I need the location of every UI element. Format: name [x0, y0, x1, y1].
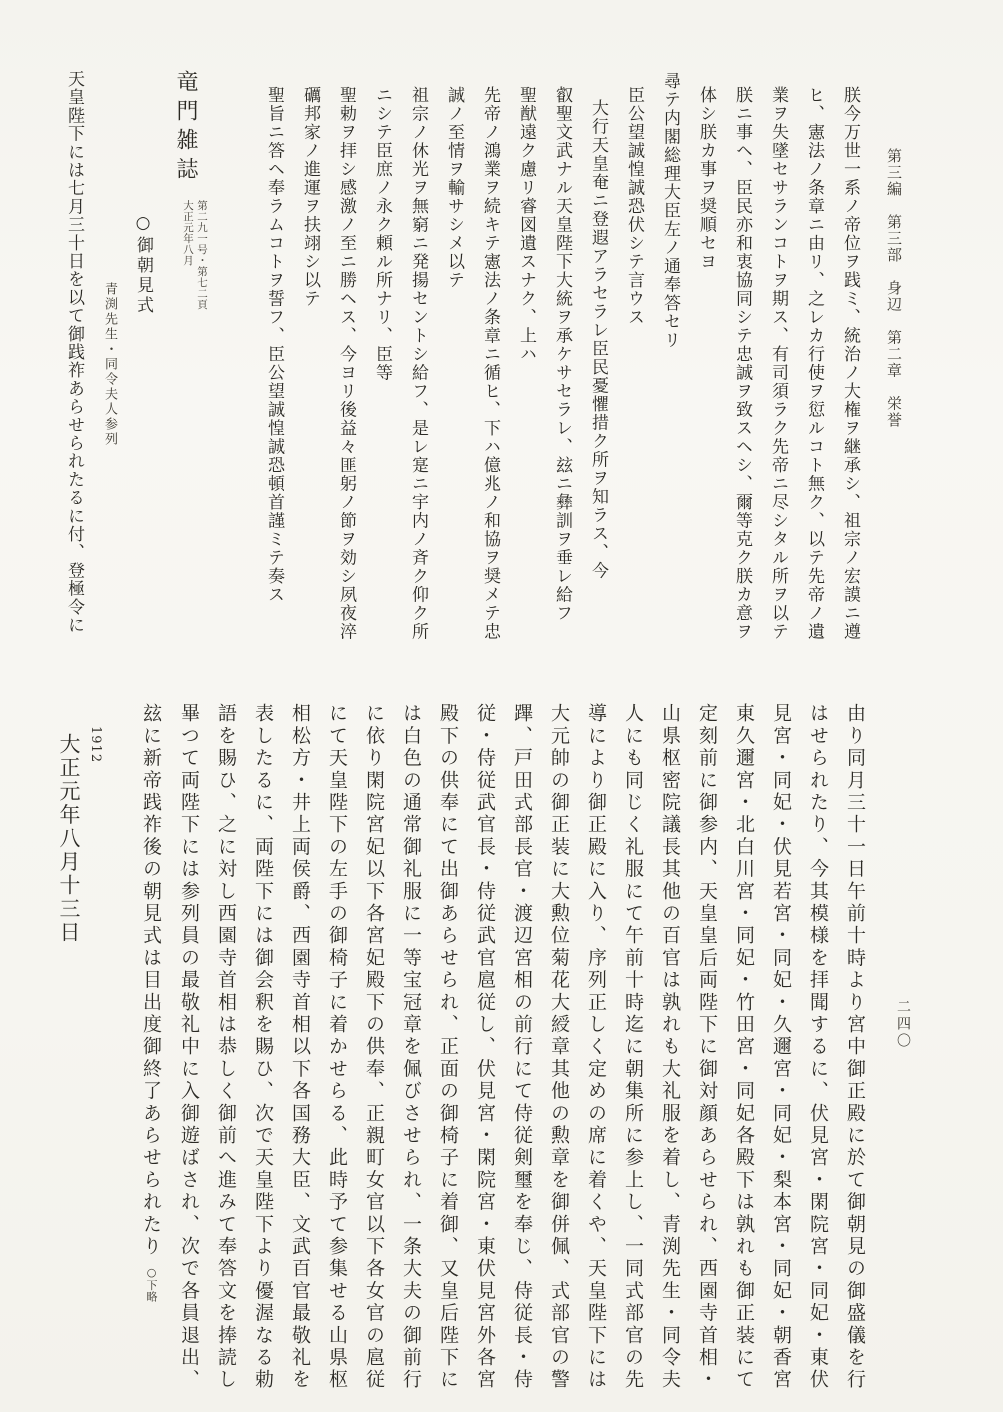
attendee-note: 青渕先生・同令夫人参列 [102, 282, 117, 447]
article-date: 大正元年八月十三日 [57, 733, 81, 945]
body-column: は白色の通常御礼服に一等宝冠章を佩びさせられ、一条大夫の御前行 [400, 703, 422, 1392]
page-number: 二四〇 [895, 999, 911, 1050]
body-column: 表したるに、両陛下には御会釈を賜ひ、次で天皇陛下より優渥なる勅 [252, 703, 274, 1392]
body-column: 人にも同じく礼服にて午前十時迄に朝集所に参上し、一同式部官の先 [622, 703, 644, 1392]
rescript-column: 礪邦家ノ進運ヲ扶翊シ以テ [300, 86, 320, 308]
rescript-column: 尋テ内閣総理大臣左ノ通奉答セリ [660, 72, 680, 350]
body-column: 蹕、戸田式部長官・渡辺宮相の前行にて侍従剣璽を奉じ、侍従長・侍 [511, 703, 533, 1392]
rescript-column: 先帝ノ鴻業ヲ続キテ憲法ノ条章ニ循ヒ、下ハ億兆ノ和協ヲ奨メテ忠 [480, 86, 500, 641]
journal-issue-meta [181, 200, 209, 320]
running-head: 第三編 第三部 身辺 第二章 栄誉 [885, 148, 903, 429]
journal-issue-number: 第二九一号・第七二頁 [196, 200, 208, 310]
body-column: にて天皇陛下の左手の御椅子に着かせらる、此時予て参集せる山県枢 [326, 703, 348, 1392]
rescript-column: 業ヲ失墜セサランコトヲ期ス、有司須ラク先帝ニ尽シタル所ヲ以テ [768, 86, 788, 641]
rescript-column: 祖宗ノ休光ヲ無窮ニ発揚セントシ給フ、是レ寔ニ宇内ノ斉ク仰ク所 [408, 86, 428, 641]
rescript-column: 誠ノ至情ヲ輸サシメ以テ [444, 86, 464, 290]
body-column: 従・侍従武官長・侍従武官扈従し、伏見宮・閑院宮・東伏見宮外各宮 [474, 703, 496, 1392]
body-column: 山県枢密院議長其他の百官は孰れも大礼服を着し、青渕先生・同令夫 [659, 703, 681, 1392]
body-column: 定刻前に御参内、天皇皇后両陛下に御対顔あらせられ、西園寺首相・ [696, 703, 718, 1392]
rescript-column: ニシテ臣庶ノ永ク頼ル所ナリ、臣等 [372, 86, 392, 382]
body-column: に依り閑院宮妃以下各宮妃殿下の供奉、正親町女官以下各女官の扈従 [363, 703, 385, 1392]
rescript-column: 聖勅ヲ拝シ感激ノ至ニ勝ヘス、今ヨリ後益々匪躬ノ節ヲ効シ夙夜淬 [336, 86, 356, 641]
body-closing-column [132, 703, 170, 1409]
body-column: 東久邇宮・北白川宮・同妃・竹田宮・同妃各殿下は孰れも御正装にて [733, 703, 755, 1392]
rescript-column: 聖旨ニ答ヘ奉ラムコトヲ誓フ、臣公望誠惶誠恐頓首謹ミテ奏ス [264, 86, 284, 604]
body-column: 殿下の供奉にて出御あらせられ、正面の御椅子に着御、又皇后陛下に [437, 703, 459, 1392]
article-lead-column: 天皇陛下には七月三十日を以て御践祚あらせられたるに付、登極令に [64, 70, 84, 635]
body-column: 相松方・井上両侯爵、西園寺首相以下各国務大臣、文武百官最敬礼を [289, 703, 311, 1392]
body-column: はせられたり、今其模様を拝聞するに、伏見宮・閑院宮・同妃・東伏 [807, 703, 829, 1392]
body-column: 畢つて両陛下には参列員の最敬礼中に入御遊ばされ、次で各員退出、 [178, 703, 200, 1392]
journal-title: 竜門雑誌 [173, 70, 198, 186]
rescript-column: 朕ニ事ヘ、臣民亦和衷協同シテ忠誠ヲ致スヘシ、爾等克ク朕カ意ヲ [732, 86, 752, 641]
journal-issue-date: 大正元年八月 [182, 200, 194, 266]
rescript-column: 朕今万世一系ノ帝位ヲ践ミ、統治ノ大権ヲ継承シ、祖宗ノ宏謨ニ遵 [840, 86, 860, 641]
rescript-column: ヒ、憲法ノ条章ニ由リ、之レカ行使ヲ愆ルコト無ク、以テ先帝ノ遺 [804, 86, 824, 641]
body-column: 導により御正殿に入り、序列正しく定めの席に着くや、天皇陛下には [585, 703, 607, 1392]
body-column: 由り同月三十一日午前十時より宮中御正殿に於て御朝見の御盛儀を行 [844, 703, 866, 1392]
omission-note: ○下略 [145, 1266, 158, 1303]
imperial-rescript-block [256, 72, 868, 672]
rescript-column: 大行天皇奄ニ登遐アラセラレ臣民憂懼措ク所ヲ知ラス、今 [588, 99, 608, 580]
body-column: 見宮・同妃・伏見若宮・同妃・久邇宮・同妃・梨本宮・同妃・朝香宮 [770, 703, 792, 1392]
rescript-column: 叡聖文武ナル天皇陛下大統ヲ承ケサセラレ、玆ニ彝訓ヲ垂レ給フ [552, 86, 572, 623]
rescript-column: 聖猷遠ク慮リ睿図遺スナク、上ハ [516, 86, 536, 364]
body-column: 大元帥の御正装に大勲位菊花大綬章其他の勲章を御併佩、式部官の警 [548, 703, 570, 1392]
rescript-column: 体シ朕カ事ヲ奨順セヨ [696, 86, 716, 271]
rescript-column: 臣公望誠惶誠恐伏シテ言ウス [624, 86, 644, 327]
body-column: 語を賜ひ、之に対し西園寺首相は恭しく御前へ進みて奉答文を捧読し [215, 703, 237, 1392]
western-year: 1912 [88, 726, 103, 764]
article-title: ○御朝見式 [133, 213, 153, 316]
body-closing-text: 玆に新帝践祚後の朝見式は目出度御終了あらせられたり [140, 703, 162, 1258]
article-body-block [133, 703, 873, 1409]
